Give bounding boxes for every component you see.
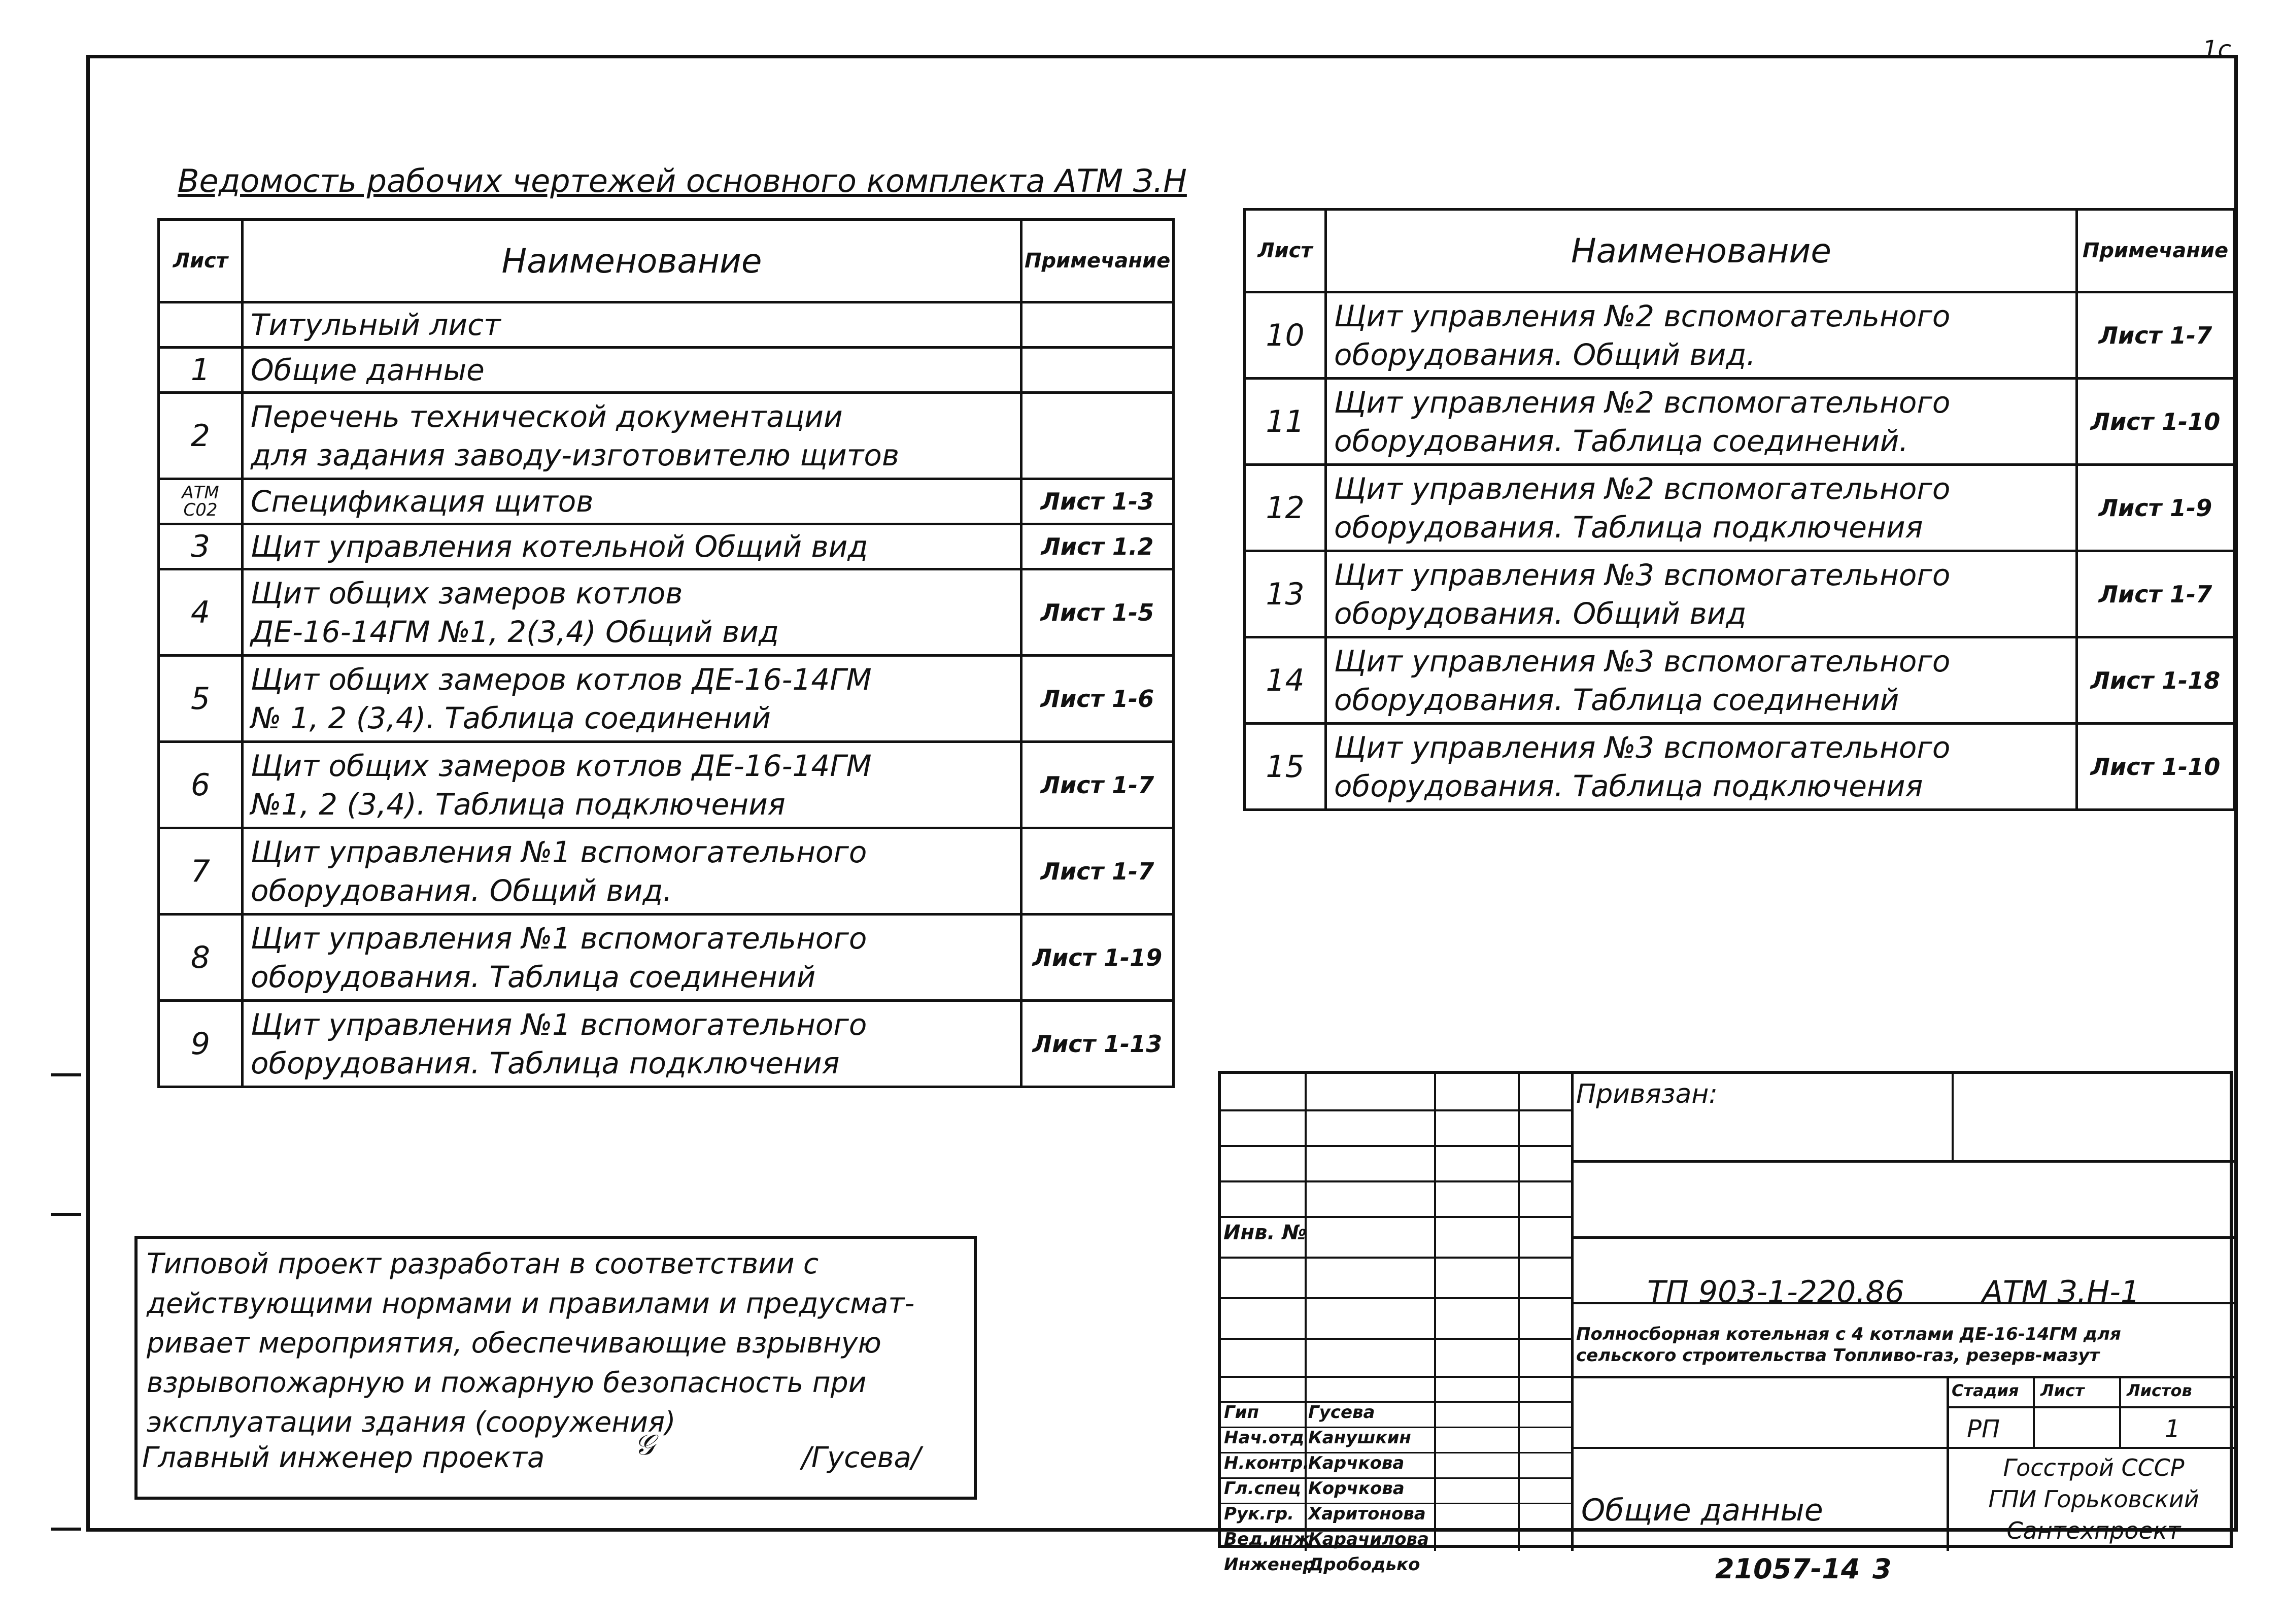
sheet-name: Щит управления №2 вспомогательного оборудования. Таблица подключения <box>1326 465 2077 551</box>
signatory-role: Инженер <box>1224 1554 1315 1575</box>
archive-page: 3 <box>1872 1553 1892 1585</box>
sheet-number: 5 <box>159 656 243 742</box>
sheet-note: Лист 1-10 <box>2077 379 2234 465</box>
stage-label: Стадия <box>1952 1381 2019 1400</box>
sheet-number: 11 <box>1245 379 1326 465</box>
sheet-note: Лист 1-10 <box>2077 724 2234 810</box>
sheet-number: 1 <box>159 348 243 393</box>
sheet-number <box>159 302 243 348</box>
sheet-note <box>1021 348 1174 393</box>
table-row <box>159 656 1174 742</box>
signatory-name: Карчкова <box>1308 1453 1405 1473</box>
signatory-role: Н.контр. <box>1224 1453 1310 1473</box>
sheet-note <box>1021 393 1174 479</box>
sheet-number: 9 <box>159 1001 243 1087</box>
table-row <box>1245 379 2234 465</box>
signatory-role: Рук.гр. <box>1224 1504 1294 1524</box>
sheet-number: 10 <box>1245 292 1326 379</box>
table-row <box>159 1001 1174 1087</box>
signatory-name: Корчкова <box>1308 1478 1405 1499</box>
signatory-name: Канушкин <box>1308 1428 1411 1448</box>
table-row <box>159 524 1174 569</box>
signatory-name: Харитонова <box>1308 1504 1426 1524</box>
table-row <box>1245 551 2234 637</box>
stage-value: РП <box>1967 1415 2000 1443</box>
sheet-number: 4 <box>159 569 243 656</box>
table-row <box>159 828 1174 915</box>
sheet-name: Перечень технической документации для задания заводу-изготовителю щитов <box>243 393 1021 479</box>
document-code: АТМ З.Н-1 <box>1982 1274 2140 1310</box>
sheet-number: 14 <box>1245 637 1326 724</box>
sheet-label: Лист <box>2040 1381 2085 1400</box>
sheet-name: Щит управления №1 вспомогательного оборудования. Общий вид. <box>243 828 1021 915</box>
sheet-note: Лист 1-7 <box>2077 292 2234 379</box>
table-row <box>1245 724 2234 810</box>
attached-label: Привязан: <box>1576 1079 1718 1109</box>
page-number: 1c <box>2202 36 2231 64</box>
sheet-name: Щит управления №1 вспомогательного оборудования. Таблица подключения <box>243 1001 1021 1087</box>
col-sheet-header: Лист <box>1245 210 1326 292</box>
table-row <box>159 348 1174 393</box>
table-row <box>1245 292 2234 379</box>
sheet-name: Общие данные <box>243 348 1021 393</box>
archive-number: 21057-14 <box>1715 1553 1860 1585</box>
sheets-label: Листов <box>2127 1381 2192 1400</box>
sheet-name: Щит общих замеров котлов ДЕ-16-14ГМ № 1, 2 (3,4). Таблица соединений <box>243 656 1021 742</box>
sheet-note: Лист 1-3 <box>1021 479 1174 524</box>
sheet-number: 12 <box>1245 465 1326 551</box>
sheet-number: 6 <box>159 742 243 828</box>
table-row <box>159 742 1174 828</box>
signatory-role: Гип <box>1224 1402 1259 1423</box>
sheets-value: 1 <box>2165 1415 2180 1443</box>
sheet-name: Щит управления №2 вспомогательного оборудования. Таблица соединений. <box>1326 379 2077 465</box>
signature-icon: 𝒢 <box>634 1429 655 1462</box>
table-row <box>159 479 1174 524</box>
table-header-row <box>1245 210 2234 292</box>
edge-tick <box>51 1528 81 1531</box>
sheet-name: Титульный лист <box>243 302 1021 348</box>
edge-tick <box>51 1213 81 1216</box>
signatory-name: Гусева <box>1308 1402 1375 1423</box>
sheet-name: Щит управления №1 вспомогательного оборудования. Таблица соединений <box>243 915 1021 1001</box>
table-row <box>1245 465 2234 551</box>
col-name-header: Наименование <box>1326 210 2077 292</box>
signatory-name: Карачилова <box>1308 1529 1429 1549</box>
chief-engineer-label: Главный инженер проекта <box>142 1441 545 1474</box>
sheet-note: Лист 1-7 <box>1021 742 1174 828</box>
page-title: Ведомость рабочих чертежей основного комплекта АТМ З.Н <box>178 162 1187 199</box>
col-note-header: Примечание <box>1021 220 1174 302</box>
drawings-list-right <box>1243 208 2235 811</box>
table-row <box>159 915 1174 1001</box>
edge-tick <box>51 1073 81 1076</box>
sheet-note: Лист 1-7 <box>1021 828 1174 915</box>
chief-engineer-name: /Гусева/ <box>802 1441 921 1474</box>
sheet-note: Лист 1-5 <box>1021 569 1174 656</box>
col-note-header: Примечание <box>2077 210 2234 292</box>
project-code: ТП 903-1-220.86 <box>1647 1274 1904 1310</box>
signatory-name: Дрободько <box>1308 1554 1420 1575</box>
table-row <box>1245 637 2234 724</box>
standards-note: Типовой проект разработан в соответствии с действующими нормами и правилами и предусмат- ривает мероприятия, обеспечивающие взрывную взрывопожарную и пожарную безопасность при эксплуатации здания (сооружения) <box>134 1236 977 1500</box>
col-sheet-header: Лист <box>159 220 243 302</box>
sheet-name: Щит общих замеров котлов ДЕ-16-14ГМ №1, 2 (3,4). Таблица подключения <box>243 742 1021 828</box>
table-header-row <box>159 220 1174 302</box>
sheet-name: Щит управления №2 вспомогательного оборудования. Общий вид. <box>1326 292 2077 379</box>
sheet-note: Лист 1-18 <box>2077 637 2234 724</box>
signatory-role: Нач.отд <box>1224 1428 1305 1448</box>
sheet-note: Лист 1-9 <box>2077 465 2234 551</box>
sheet-note <box>1021 302 1174 348</box>
sheet-note: Лист 1-7 <box>2077 551 2234 637</box>
sheet-number: 8 <box>159 915 243 1001</box>
document-title: Общие данные <box>1581 1493 1823 1528</box>
sheet-name: Щит управления №3 вспомогательного оборудования. Таблица соединений <box>1326 637 2077 724</box>
sheet-note: Лист 1-19 <box>1021 915 1174 1001</box>
organization: Госстрой СССР ГПИ Горьковский Сантехпроект <box>1988 1454 2199 1544</box>
sheet-name: Щит управления котельной Общий вид <box>243 524 1021 569</box>
table-row <box>159 393 1174 479</box>
table-row <box>159 302 1174 348</box>
sheet-number: 2 <box>159 393 243 479</box>
col-name-header: Наименование <box>243 220 1021 302</box>
drawings-list-left <box>157 218 1175 1088</box>
sheet-note: Лист 1-6 <box>1021 656 1174 742</box>
project-name: Полносборная котельная с 4 котлами ДЕ-16-14ГМ для сельского строительства Топливо-газ, резерв-мазут <box>1576 1324 2121 1366</box>
signatory-role: Гл.спец <box>1224 1478 1301 1499</box>
sheet-name: Щит общих замеров котлов ДЕ-16-14ГМ №1, 2(3,4) Общий вид <box>243 569 1021 656</box>
table-row <box>159 569 1174 656</box>
sheet-number: 7 <box>159 828 243 915</box>
sheet-note: Лист 1-13 <box>1021 1001 1174 1087</box>
sheet-number: 15 <box>1245 724 1326 810</box>
sheet-number: 13 <box>1245 551 1326 637</box>
sheet-name: Щит управления №3 вспомогательного оборудования. Общий вид <box>1326 551 2077 637</box>
sheet-name: Щит управления №3 вспомогательного оборудования. Таблица подключения <box>1326 724 2077 810</box>
sheet-name: Спецификация щитов <box>243 479 1021 524</box>
inventory-number-label: Инв. № <box>1223 1221 1307 1244</box>
signatory-role: Вед.инж <box>1224 1529 1311 1549</box>
sheet-note: Лист 1.2 <box>1021 524 1174 569</box>
sheet-number: 3 <box>159 524 243 569</box>
sheet-number: АТМ С02 <box>159 479 243 524</box>
